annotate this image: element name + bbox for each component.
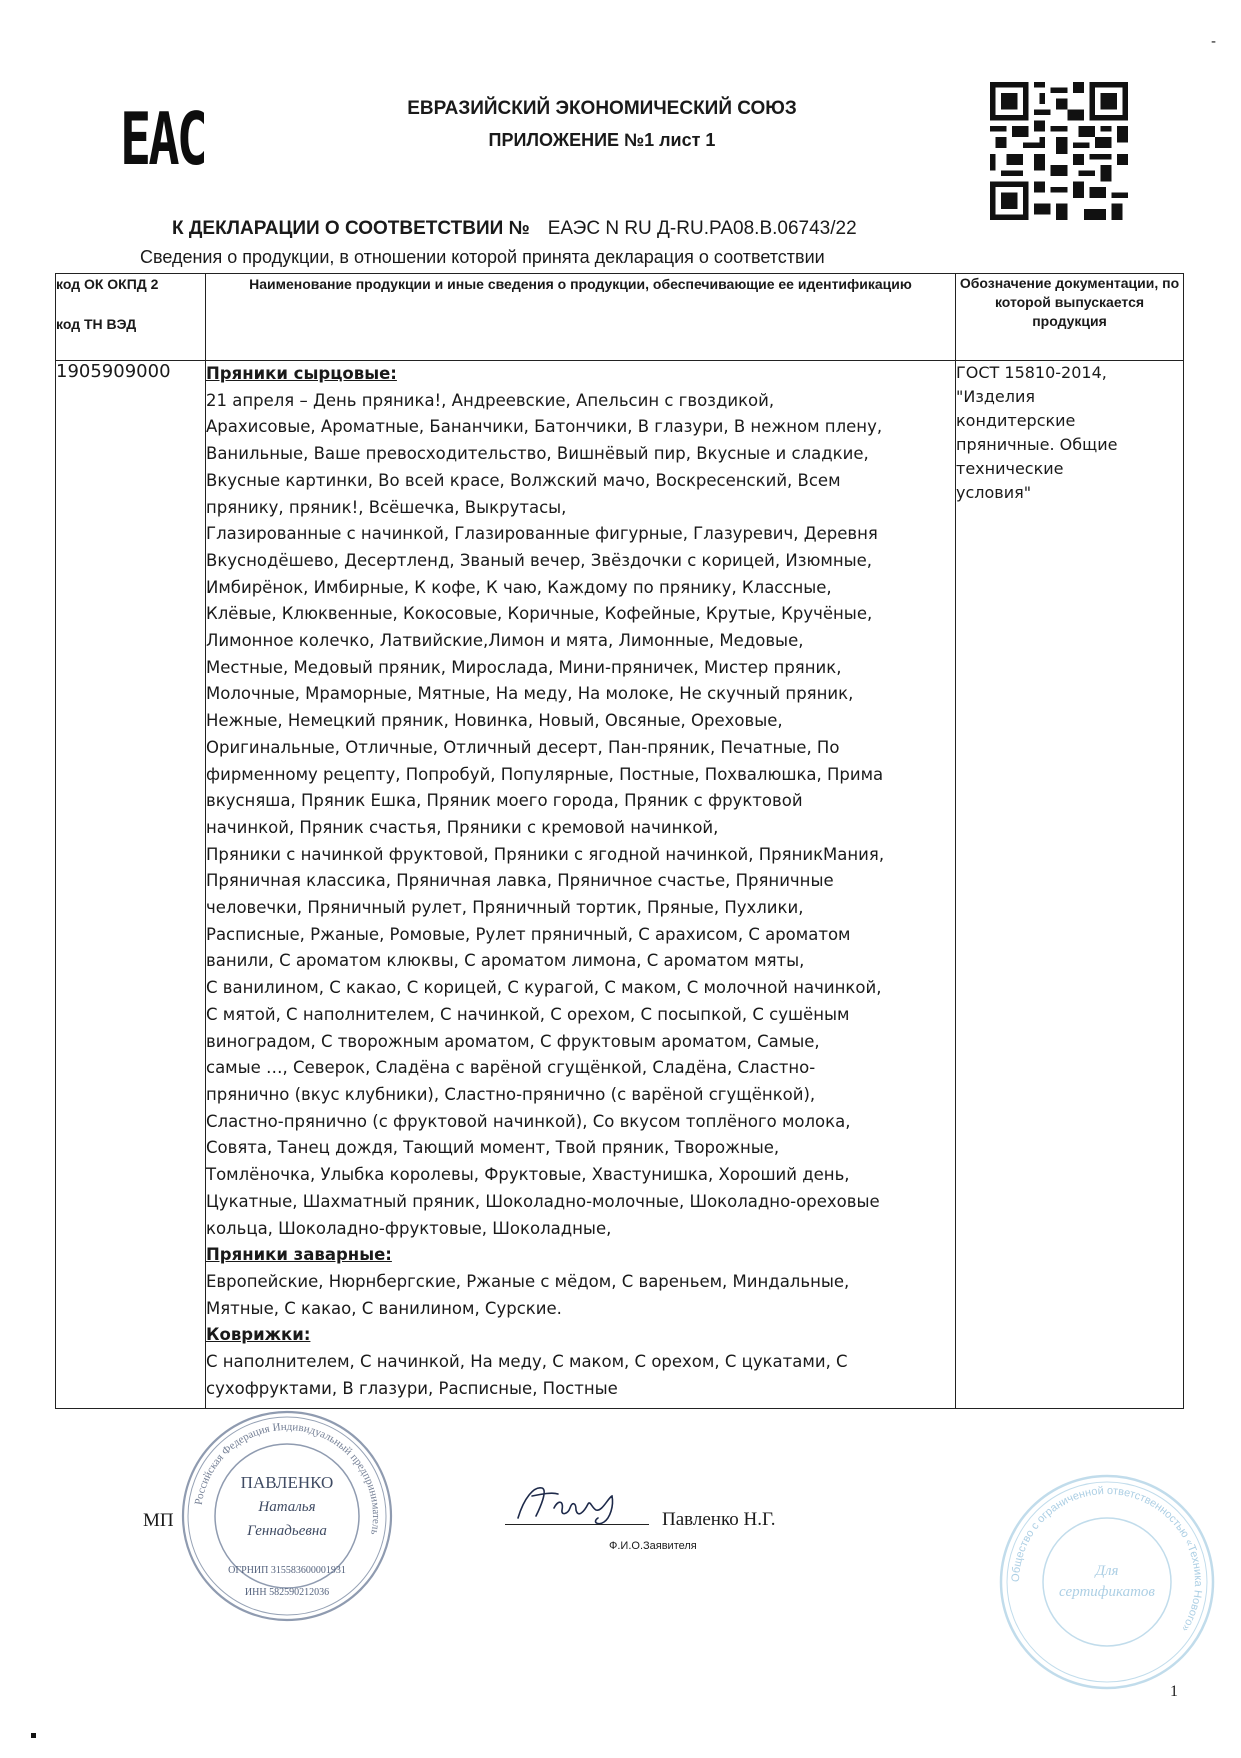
- text-line: Сластно-прянично (с фруктовой начинкой), Со вкусом топлёного молока,: [206, 1111, 851, 1131]
- qr-code-icon: [988, 82, 1130, 220]
- text-line: прянично (вкус клубники), Сластно-прянично (с варёной сгущёнкой),: [206, 1084, 816, 1104]
- signature: [512, 1478, 642, 1528]
- section-lines: [206, 388, 955, 1243]
- svg-text:ОГРНИП 315583600001931: ОГРНИП 315583600001931: [228, 1565, 346, 1576]
- header-tnved: код ТН ВЭД: [56, 316, 137, 332]
- svg-text:Геннадьевна: Геннадьевна: [247, 1523, 327, 1539]
- page-number: 1: [1170, 1683, 1178, 1700]
- text-line: Томлёночка, Улыбка королевы, Фруктовые, Хвастунишка, Хороший день,: [206, 1165, 850, 1185]
- product-description: [206, 361, 956, 1409]
- text-line: вкусняша, Пряник Ешка, Пряник моего города, Пряник с фруктовой: [206, 791, 803, 811]
- table-row: [56, 361, 1184, 1409]
- text-line: фирменному рецепту, Попробуй, Популярные, Постные, Похвалюшка, Прима: [206, 764, 884, 784]
- eac-logo: EAC: [120, 97, 205, 181]
- section-title: Пряники заварные:: [206, 1245, 392, 1265]
- svg-text:ИНН 582590212036: ИНН 582590212036: [244, 1587, 330, 1598]
- text-line: Совята, Танец дождя, Тающий момент, Твой пряник, Творожные,: [206, 1138, 780, 1158]
- text-line: С мятой, С наполнителем, С начинкой, С орехом, С посыпкой, С сушёным: [206, 1004, 850, 1024]
- text-line: Мятные, С какао, С ванилином, Сурские.: [206, 1298, 562, 1318]
- text-line: Молочные, Мраморные, Мятные, На меду, На молоке, Не скучный пряник,: [206, 684, 854, 704]
- scan-dot: [31, 1733, 36, 1738]
- code-value: 1905909000: [56, 361, 206, 1409]
- doc-value: [956, 361, 1184, 1409]
- text-line: самые …, Северок, Сладёна с варёной сгущёнкой, Сладёна, Сластно-: [206, 1058, 816, 1078]
- text-line: 21 апреля – День пряника!, Андреевские, Апельсин с гвоздикой,: [206, 390, 775, 410]
- text-line: Лимонное колечко, Латвийские,Лимон и мята, Лимонные, Медовые,: [206, 631, 804, 651]
- mp-label: МП: [143, 1510, 174, 1531]
- section-3: [206, 1322, 955, 1402]
- text-line: С ванилином, С какао, С корицей, С курагой, С маком, С молочной начинкой,: [206, 978, 882, 998]
- text-line: Глазированные с начинкой, Глазированные фигурные, Глазуревич, Деревня: [206, 524, 878, 544]
- text-line: Европейские, Нюрнбергские, Ржаные с мёдом, С вареньем, Миндальные,: [206, 1271, 850, 1291]
- round-seal-stamp: [176, 1405, 398, 1627]
- section-lines: [206, 1349, 955, 1402]
- text-line: Вкусные картинки, Во всей красе, Волжский мачо, Воскресенский, Всем: [206, 470, 841, 490]
- section-title: Коврижки:: [206, 1325, 311, 1345]
- text-line: Имбирёнок, Имбирные, К кофе, К чаю, Каждому по прянику, Классные,: [206, 577, 832, 597]
- header-doc: Обозначение документации, по которой выпускается продукция: [956, 274, 1184, 361]
- svg-text:Российская Федерация Индивидуа: Российская Федерация Индивидуальный предприниматель: [192, 1420, 383, 1536]
- text-line: Ванильные, Ваше превосходительство, Вишнёвый пир, Вкусные и сладкие,: [206, 444, 869, 464]
- text-line: Клёвые, Клюквенные, Кокосовые, Коричные, Кофейные, Крутые, Кручёные,: [206, 604, 873, 624]
- table-header-row: [56, 274, 1184, 361]
- certification-seal-stamp: [995, 1470, 1219, 1694]
- signer-caption: Ф.И.О.Заявителя: [609, 1540, 697, 1552]
- table-subtitle: Сведения о продукции, в отношении которой принята декларация о соответствии: [140, 247, 825, 267]
- text-line: пряничные. Общие: [956, 435, 1118, 454]
- svg-text:ПАВЛЕНКО: ПАВЛЕНКО: [240, 1473, 334, 1492]
- annex-title: ПРИЛОЖЕНИЕ №1 лист 1: [488, 130, 716, 150]
- declaration-label: К ДЕКЛАРАЦИИ О СООТВЕТСТВИИ №: [172, 218, 530, 239]
- section-title: Пряники сырцовые:: [206, 364, 397, 383]
- header-okpd: код ОК ОКПД 2: [56, 276, 159, 292]
- declaration-line: [172, 218, 857, 240]
- section-2: [206, 1242, 955, 1322]
- text-line: технические: [956, 459, 1064, 478]
- text-line: виноградом, С творожным ароматом, С фруктовым ароматом, Самые,: [206, 1031, 820, 1051]
- text-line: прянику, пряник!, Всёшечка, Выкрутасы,: [206, 497, 567, 517]
- text-line: Расписные, Ржаные, Ромовые, Рулет пряничный, С арахисом, С ароматом: [206, 924, 851, 944]
- text-line: Арахисовые, Ароматные, Бананчики, Батончики, В глазури, В нежном плену,: [206, 417, 883, 437]
- text-line: Вкуснодёшево, Десертленд, Званый вечер, Звёздочки с корицей, Изюмные,: [206, 550, 873, 570]
- text-line: сухофруктами, В глазури, Расписные, Постные: [206, 1378, 618, 1398]
- doc-lines: [956, 361, 1183, 505]
- text-line: условия": [956, 483, 1032, 502]
- section-lines: [206, 1269, 955, 1322]
- text-line: Пряничная классика, Пряничная лавка, Пряничное счастье, Пряничные: [206, 871, 834, 891]
- header-codes: [56, 274, 206, 361]
- section-1: [206, 361, 955, 1242]
- text-line: С наполнителем, С начинкой, На меду, С маком, С орехом, С цукатами, С: [206, 1352, 848, 1372]
- svg-text:Общество с ограниченной ответс: Общество с ограниченной ответственностью «Техника Нового»: [1009, 1484, 1205, 1634]
- text-line: человечки, Пряничный рулет, Пряничный тортик, Пряные, Пухлики,: [206, 898, 804, 918]
- text-line: ванили, С ароматом клюквы, С ароматом лимона, С ароматом мяты,: [206, 951, 805, 971]
- text-line: Нежные, Немецкий пряник, Новинка, Новый, Овсяные, Ореховые,: [206, 711, 783, 731]
- text-line: "Изделия: [956, 387, 1035, 406]
- declaration-number: ЕАЭС N RU Д-RU.РА08.В.06743/22: [547, 218, 857, 239]
- svg-text:сертификатов: сертификатов: [1059, 1584, 1155, 1600]
- text-line: ГОСТ 15810-2014,: [956, 363, 1107, 382]
- union-title: ЕВРАЗИЙСКИЙ ЭКОНОМИЧЕСКИЙ СОЮЗ: [407, 98, 797, 119]
- text-line: кондитерские: [956, 411, 1076, 430]
- text-line: Местные, Медовый пряник, Мирослада, Мини-пряничек, Мистер пряник,: [206, 657, 842, 677]
- scan-mark: -: [1211, 34, 1217, 50]
- svg-text:Для: Для: [1095, 1563, 1119, 1579]
- signer-name: Павленко Н.Г.: [662, 1509, 776, 1530]
- svg-text:Наталья: Наталья: [258, 1499, 316, 1515]
- text-line: Цукатные, Шахматный пряник, Шоколадно-молочные, Шоколадно-ореховые: [206, 1191, 880, 1211]
- text-line: Пряники с начинкой фруктовой, Пряники с ягодной начинкой, ПряникМания,: [206, 844, 885, 864]
- header-name: Наименование продукции и иные сведения о продукции, обеспечивающие ее идентификацию: [206, 274, 956, 361]
- text-line: начинкой, Пряник счастья, Пряники с кремовой начинкой,: [206, 817, 719, 837]
- text-line: кольца, Шоколадно-фруктовые, Шоколадные,: [206, 1218, 612, 1238]
- product-table: [55, 273, 1184, 1409]
- signature-line: [505, 1524, 649, 1525]
- text-line: Оригинальные, Отличные, Отличный десерт, Пан-пряник, Печатные, По: [206, 737, 840, 757]
